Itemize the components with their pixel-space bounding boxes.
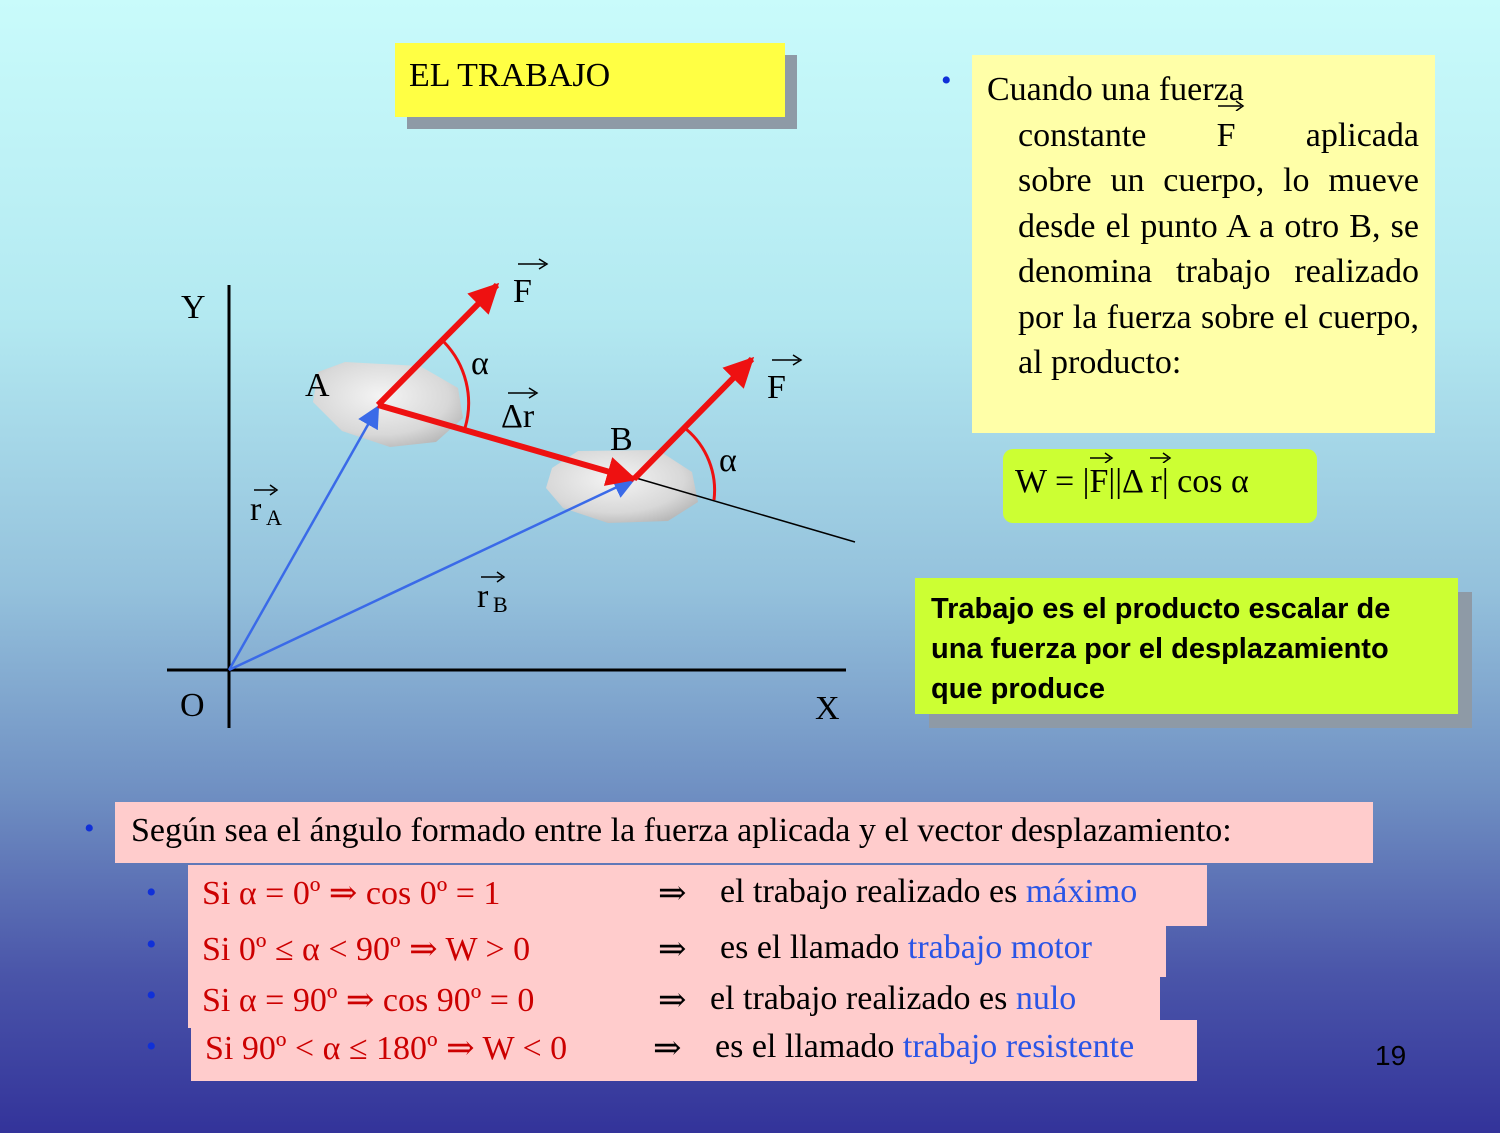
r-b-subscript: B — [493, 592, 508, 617]
force-label-b: F — [767, 369, 786, 406]
definition-box: Trabajo es el producto escalar de una fuerza por el desplazamiento que produce — [915, 578, 1458, 714]
formula-bar: | — [1082, 463, 1090, 500]
case-arrow-3: ⇒ — [658, 982, 687, 1019]
x-axis-label: X — [815, 690, 840, 727]
case-condition-2: Si 0º ≤ α < 90º ⇒ W > 0 — [202, 931, 531, 968]
case-result-3: el trabajo realizado es — [710, 980, 1016, 1017]
case-bullet-1: • — [146, 876, 157, 909]
description-line2-b: aplicada — [1305, 116, 1419, 154]
description-line1 — [987, 67, 1419, 113]
case-arrow-2: ⇒ — [658, 931, 687, 968]
case-result-1: el trabajo realizado es — [720, 873, 1026, 910]
case-arrow-1: ⇒ — [658, 875, 687, 912]
description-line2 — [1018, 113, 1419, 159]
force-label-a: F — [513, 273, 532, 310]
body-at-a — [313, 362, 463, 447]
point-b-label: B — [610, 421, 633, 458]
slide-title: EL TRABAJO — [395, 43, 785, 117]
case-bullet-3: • — [146, 979, 157, 1012]
position-vector-a — [229, 407, 378, 670]
case-result-2: es el llamado — [720, 929, 908, 966]
case-row-4 — [191, 1020, 1197, 1081]
case-arrow-4: ⇒ — [653, 1030, 682, 1067]
description-line1-text: Cuando una fuerza — [987, 71, 1244, 108]
description-box — [972, 55, 1435, 433]
page-number: 19 — [1375, 1040, 1407, 1071]
intro-text: Según sea el ángulo formado entre la fuerza aplicada y el vector desplazamiento: — [115, 802, 1373, 863]
alpha-label-b: α — [719, 442, 737, 479]
case-result-4: es el llamado — [715, 1028, 903, 1065]
formula-bar: || — [1108, 463, 1123, 500]
description-force-letter: F — [1216, 116, 1236, 154]
case-condition-1: Si α = 0º ⇒ cos 0º = 1 — [202, 875, 501, 912]
case-condition-3: Si α = 90º ⇒ cos 90º = 0 — [202, 982, 535, 1019]
formula-force-letter: F — [1089, 463, 1109, 500]
case-bullet-2: • — [146, 928, 157, 961]
case-condition-4: Si 90º < α ≤ 180º ⇒ W < 0 — [205, 1030, 568, 1067]
case-highlight-4: trabajo resistente — [902, 1028, 1135, 1065]
description-rest: sobre un cuerpo, lo mueve desde el punto A a otro B, se denomina trabajo realizado por la fuerza sobre el cuerpo, al producto: — [1018, 162, 1419, 381]
position-vector-b — [229, 479, 634, 670]
formula-w: W — [1015, 463, 1047, 500]
formula-r-letter: r — [1150, 463, 1162, 500]
y-axis-label: Y — [181, 289, 206, 326]
formula-equals: = — [1054, 463, 1075, 500]
formula-delta: Δ — [1122, 463, 1143, 500]
r-a-label: r — [250, 491, 262, 528]
case-row-1 — [188, 865, 1207, 926]
formula-bar: | — [1161, 463, 1169, 500]
case-highlight-1: máximo — [1025, 873, 1138, 910]
formula-r — [1151, 463, 1162, 500]
work-formula — [1003, 449, 1317, 523]
description-line2-a: constante — [1018, 116, 1147, 154]
formula-force — [1089, 463, 1108, 500]
delta-r-label: Δr — [501, 398, 535, 435]
formula-cos: cos α — [1177, 463, 1249, 500]
r-a-subscript: A — [266, 505, 282, 530]
origin-label: O — [180, 687, 205, 724]
alpha-label-a: α — [471, 345, 489, 382]
description-force-symbol — [1217, 113, 1236, 159]
intro-bullet: • — [84, 812, 95, 845]
description-bullet: • — [941, 64, 952, 97]
case-highlight-2: trabajo motor — [907, 929, 1093, 966]
case-row-2 — [188, 926, 1166, 977]
case-bullet-4: • — [146, 1030, 157, 1063]
r-b-label: r — [477, 578, 489, 615]
point-a-label: A — [305, 367, 330, 404]
case-highlight-3: nulo — [1015, 980, 1077, 1017]
